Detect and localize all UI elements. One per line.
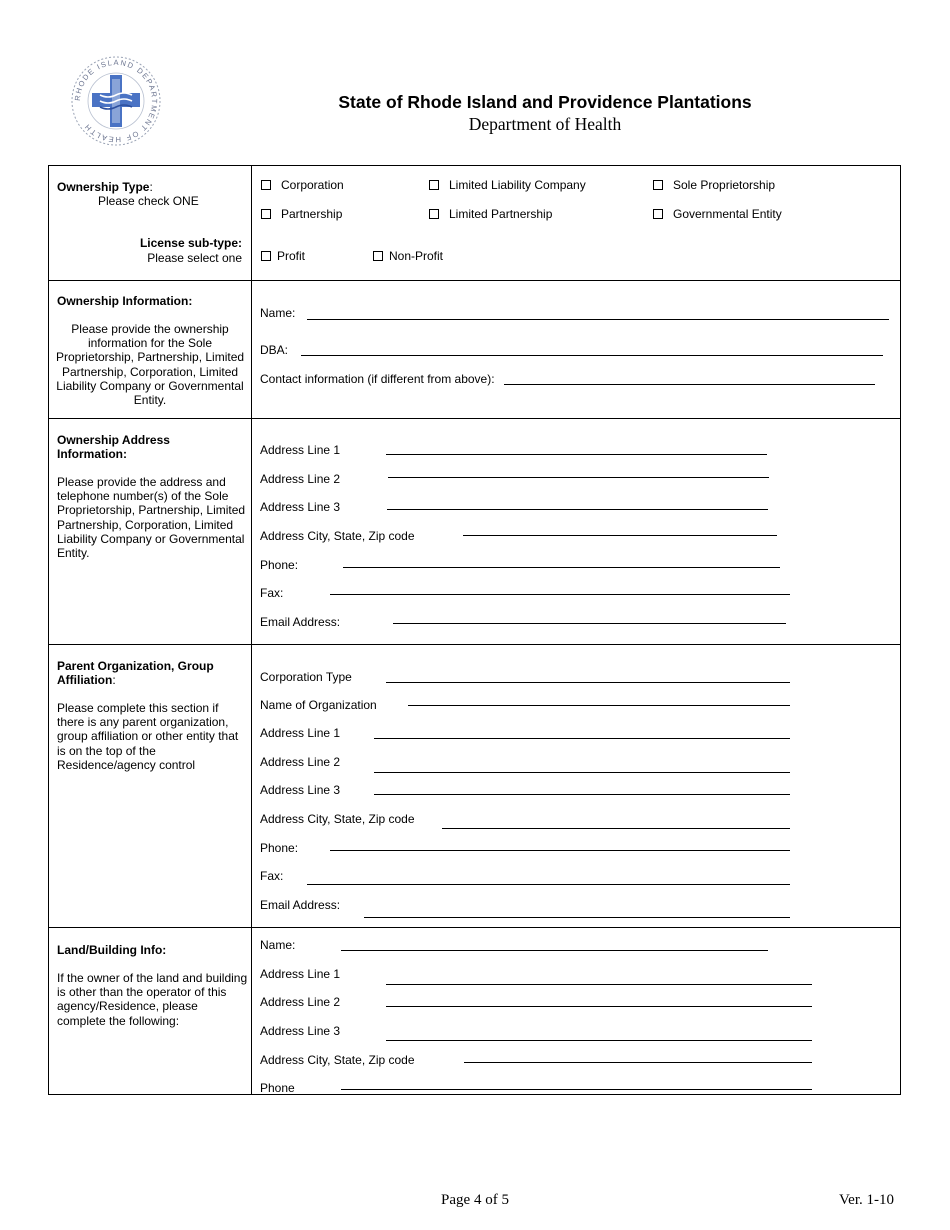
page-subtitle: Department of Health — [468, 114, 622, 134]
parent-phone-field[interactable] — [330, 850, 790, 851]
ownership-info-description: Please provide the ownership information for the Sole Proprietorship, Partnership, Limited Partnership, Corporation, Limited Liability Company or Governmental Entity. — [55, 322, 245, 408]
partnership-label: Partnership — [281, 207, 343, 221]
parent-address-city-field[interactable] — [442, 828, 790, 829]
partnership-checkbox[interactable] — [261, 209, 271, 219]
parent-address-line-1-field[interactable] — [374, 738, 790, 739]
organization-name-field[interactable] — [408, 705, 790, 706]
land-address-city-label: Address City, State, Zip code — [260, 1053, 415, 1067]
sole-proprietorship-checkbox[interactable] — [653, 180, 663, 190]
sole-proprietorship-label: Sole Proprietorship — [673, 178, 776, 192]
corporation-checkbox[interactable] — [261, 180, 271, 190]
profit-label: Profit — [277, 249, 306, 263]
land-address-city-field[interactable] — [464, 1062, 812, 1063]
address-city-field[interactable] — [463, 535, 777, 536]
land-address-line-2-field[interactable] — [386, 1006, 812, 1007]
corporation-label: Corporation — [281, 178, 344, 192]
ownership-type-instruction: Please check ONE — [98, 194, 199, 208]
address-line-3-label: Address Line 3 — [260, 500, 341, 514]
page-title: State of Rhode Island and Providence Plantations — [338, 92, 752, 112]
parent-address-line-2-label: Address Line 2 — [260, 755, 341, 769]
parent-address-line-1-label: Address Line 1 — [260, 726, 341, 740]
land-name-label: Name: — [260, 938, 296, 952]
parent-fax-label: Fax: — [260, 869, 284, 883]
row-divider — [49, 644, 900, 645]
land-phone-field[interactable] — [341, 1089, 812, 1090]
land-building-description: If the owner of the land and building is other than the operator of this agency/Residence, please complete the following: — [57, 971, 248, 1028]
land-address-line-1-label: Address Line 1 — [260, 967, 341, 981]
corporation-type-field[interactable] — [386, 682, 790, 683]
address-city-label: Address City, State, Zip code — [260, 529, 415, 543]
ownership-info-heading: Ownership Information: — [57, 294, 193, 308]
land-name-field[interactable] — [341, 950, 768, 951]
parent-phone-label: Phone: — [260, 841, 299, 855]
ownership-form — [48, 165, 901, 1095]
corporation-type-label: Corporation Type — [260, 670, 352, 684]
department-of-health-seal — [70, 55, 162, 147]
land-phone-label: Phone — [260, 1081, 295, 1095]
land-address-line-3-label: Address Line 3 — [260, 1024, 341, 1038]
governmental-entity-checkbox[interactable] — [653, 209, 663, 219]
address-line-1-field[interactable] — [386, 454, 767, 455]
ownership-address-description: Please provide the address and telephone number(s) of the Sole Proprietorship, Partnership, Limited Partnership, Corporation, Limited Liability Company or Governmental Entity. — [57, 475, 246, 561]
non-profit-checkbox[interactable] — [373, 251, 383, 261]
address-line-2-field[interactable] — [388, 477, 769, 478]
address-line-2-label: Address Line 2 — [260, 472, 341, 486]
phone-field[interactable] — [343, 567, 780, 568]
parent-email-label: Email Address: — [260, 898, 341, 912]
address-line-3-field[interactable] — [387, 509, 768, 510]
version-label: Ver. 1-10 — [839, 1192, 894, 1208]
email-field[interactable] — [393, 623, 786, 624]
parent-fax-field[interactable] — [307, 884, 790, 885]
parent-address-line-2-field[interactable] — [374, 772, 790, 773]
license-subtype-instruction: Please select one — [147, 251, 242, 265]
limited-partnership-checkbox[interactable] — [429, 209, 439, 219]
ownership-address-heading: Ownership Address Information: — [57, 433, 170, 462]
owner-contact-field[interactable] — [504, 384, 875, 385]
row-divider — [49, 280, 900, 281]
llc-label: Limited Liability Company — [449, 178, 586, 192]
license-subtype-heading: License sub-type: — [139, 236, 242, 250]
land-address-line-1-field[interactable] — [386, 984, 812, 985]
column-divider — [251, 166, 252, 1094]
owner-name-label: Name: — [260, 306, 296, 320]
parent-org-description: Please complete this section if there is any parent organization, group affiliation or other entity that is on the top of the Residence/agency control — [57, 701, 239, 772]
owner-dba-field[interactable] — [301, 355, 883, 356]
parent-email-field[interactable] — [364, 917, 790, 918]
land-address-line-3-field[interactable] — [386, 1040, 812, 1041]
land-building-heading: Land/Building Info: — [57, 943, 167, 957]
fax-label: Fax: — [260, 586, 284, 600]
governmental-entity-label: Governmental Entity — [673, 207, 782, 221]
owner-name-field[interactable] — [307, 319, 889, 320]
parent-address-city-label: Address City, State, Zip code — [260, 812, 415, 826]
non-profit-label: Non-Profit — [389, 249, 444, 263]
page-number: Page 4 of 5 — [441, 1192, 509, 1208]
phone-label: Phone: — [260, 558, 299, 572]
seal-text: RHODE ISLAND DEPARTMENT OF HEALTH — [72, 57, 160, 145]
land-address-line-2-label: Address Line 2 — [260, 995, 341, 1009]
row-divider — [49, 418, 900, 419]
address-line-1-label: Address Line 1 — [260, 443, 341, 457]
parent-org-heading: Parent Organization, Group Affiliation: — [57, 659, 214, 688]
parent-address-line-3-field[interactable] — [374, 794, 790, 795]
limited-partnership-label: Limited Partnership — [449, 207, 553, 221]
profit-checkbox[interactable] — [261, 251, 271, 261]
owner-dba-label: DBA: — [260, 343, 289, 357]
organization-name-label: Name of Organization — [260, 698, 377, 712]
email-label: Email Address: — [260, 615, 341, 629]
ownership-type-heading: Ownership Type: — [57, 180, 153, 194]
llc-checkbox[interactable] — [429, 180, 439, 190]
row-divider — [49, 927, 900, 928]
fax-field[interactable] — [330, 594, 790, 595]
parent-address-line-3-label: Address Line 3 — [260, 783, 341, 797]
owner-contact-label: Contact information (if different from above): — [260, 372, 495, 386]
